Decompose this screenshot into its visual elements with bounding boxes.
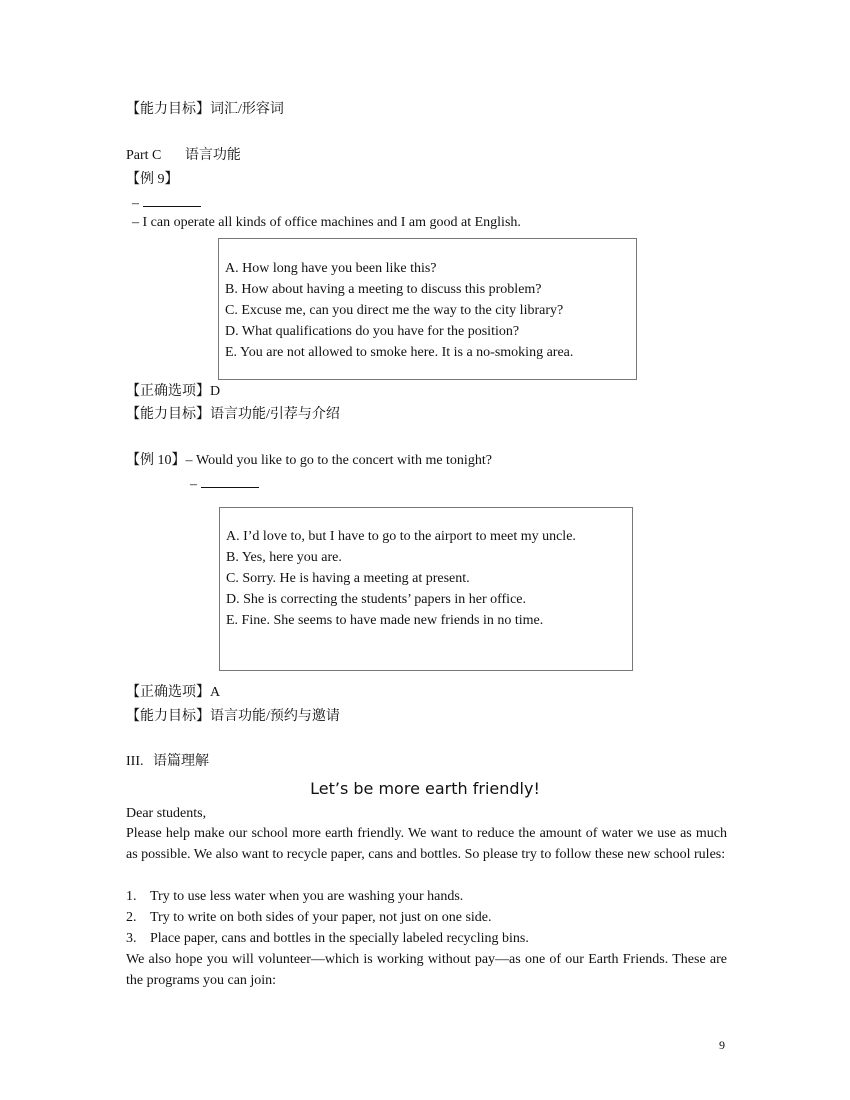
option-b: B. How about having a meeting to discuss this problem?: [225, 282, 542, 297]
dash: –: [132, 196, 139, 211]
example-9-answer: 【正确选项】D: [126, 384, 221, 399]
example-10-options-box: [219, 507, 633, 671]
rule-number: 2.: [126, 910, 137, 925]
example-9-tag: 【例 9】: [126, 172, 179, 187]
option-e: E. Fine. She seems to have made new friends in no time.: [226, 613, 544, 628]
rule-number: 1.: [126, 889, 137, 904]
example-9-dialogue-line-1: [132, 194, 201, 213]
rule-2: [126, 909, 492, 927]
page-number: 9: [719, 1038, 725, 1052]
section-3-title: 语篇理解: [153, 754, 209, 769]
passage-paragraph-1: Please help make our school more earth friendly. We want to reduce the amount of water we use as much as possible. We also want to recycle paper, cans and bottles. So please try to follow these new school rules:: [126, 826, 727, 862]
part-c-title: 语言功能: [184, 148, 241, 163]
rule-text: Try to write on both sides of your paper, not just on one side.: [150, 910, 492, 925]
example-9-ability: 【能力目标】语言功能/引荐与介绍: [126, 407, 340, 422]
section-3-heading: [126, 753, 209, 771]
section-3-label: III.: [126, 754, 144, 769]
rule-text: Place paper, cans and bottles in the specially labeled recycling bins.: [150, 931, 529, 946]
example-10-response-line: [190, 475, 259, 494]
option-d: D. What qualifications do you have for the position?: [225, 324, 520, 339]
answer-blank: [143, 194, 201, 207]
option-c: C. Excuse me, can you direct me the way to the city library?: [225, 303, 564, 318]
rule-number: 3.: [126, 931, 137, 946]
passage-paragraph-2: We also hope you will volunteer—which is working without pay—as one of our Earth Friends. These are the programs you can join:: [126, 952, 727, 988]
option-b: B. Yes, here you are.: [226, 550, 342, 565]
example-10-ability: 【能力目标】语言功能/预约与邀请: [126, 709, 340, 724]
rule-3: [126, 930, 529, 948]
answer-blank: [201, 475, 259, 488]
ability-tag-vocabulary: 【能力目标】词汇/形容词: [126, 102, 284, 117]
example-9-dialogue-line-2: – I can operate all kinds of office machines and I am good at English.: [132, 215, 521, 230]
example-10-answer: 【正确选项】A: [126, 685, 221, 700]
part-c-label: Part C: [126, 148, 162, 163]
dash: –: [190, 477, 197, 492]
example-10-question: 【例 10】– Would you like to go to the concert with me tonight?: [126, 453, 492, 468]
option-a: A. I’d love to, but I have to go to the airport to meet my uncle.: [226, 529, 576, 544]
part-c-heading: [126, 147, 241, 165]
option-a: A. How long have you been like this?: [225, 261, 437, 276]
passage-greeting: Dear students,: [126, 806, 207, 821]
passage-title: Let’s be more earth friendly!: [310, 779, 540, 798]
option-c: C. Sorry. He is having a meeting at present.: [226, 571, 470, 586]
option-d: D. She is correcting the students’ papers in her office.: [226, 592, 527, 607]
rule-1: [126, 888, 463, 906]
example-9-options-box: [218, 238, 637, 380]
rule-text: Try to use less water when you are washing your hands.: [150, 889, 464, 904]
option-e: E. You are not allowed to smoke here. It is a no-smoking area.: [225, 345, 574, 360]
